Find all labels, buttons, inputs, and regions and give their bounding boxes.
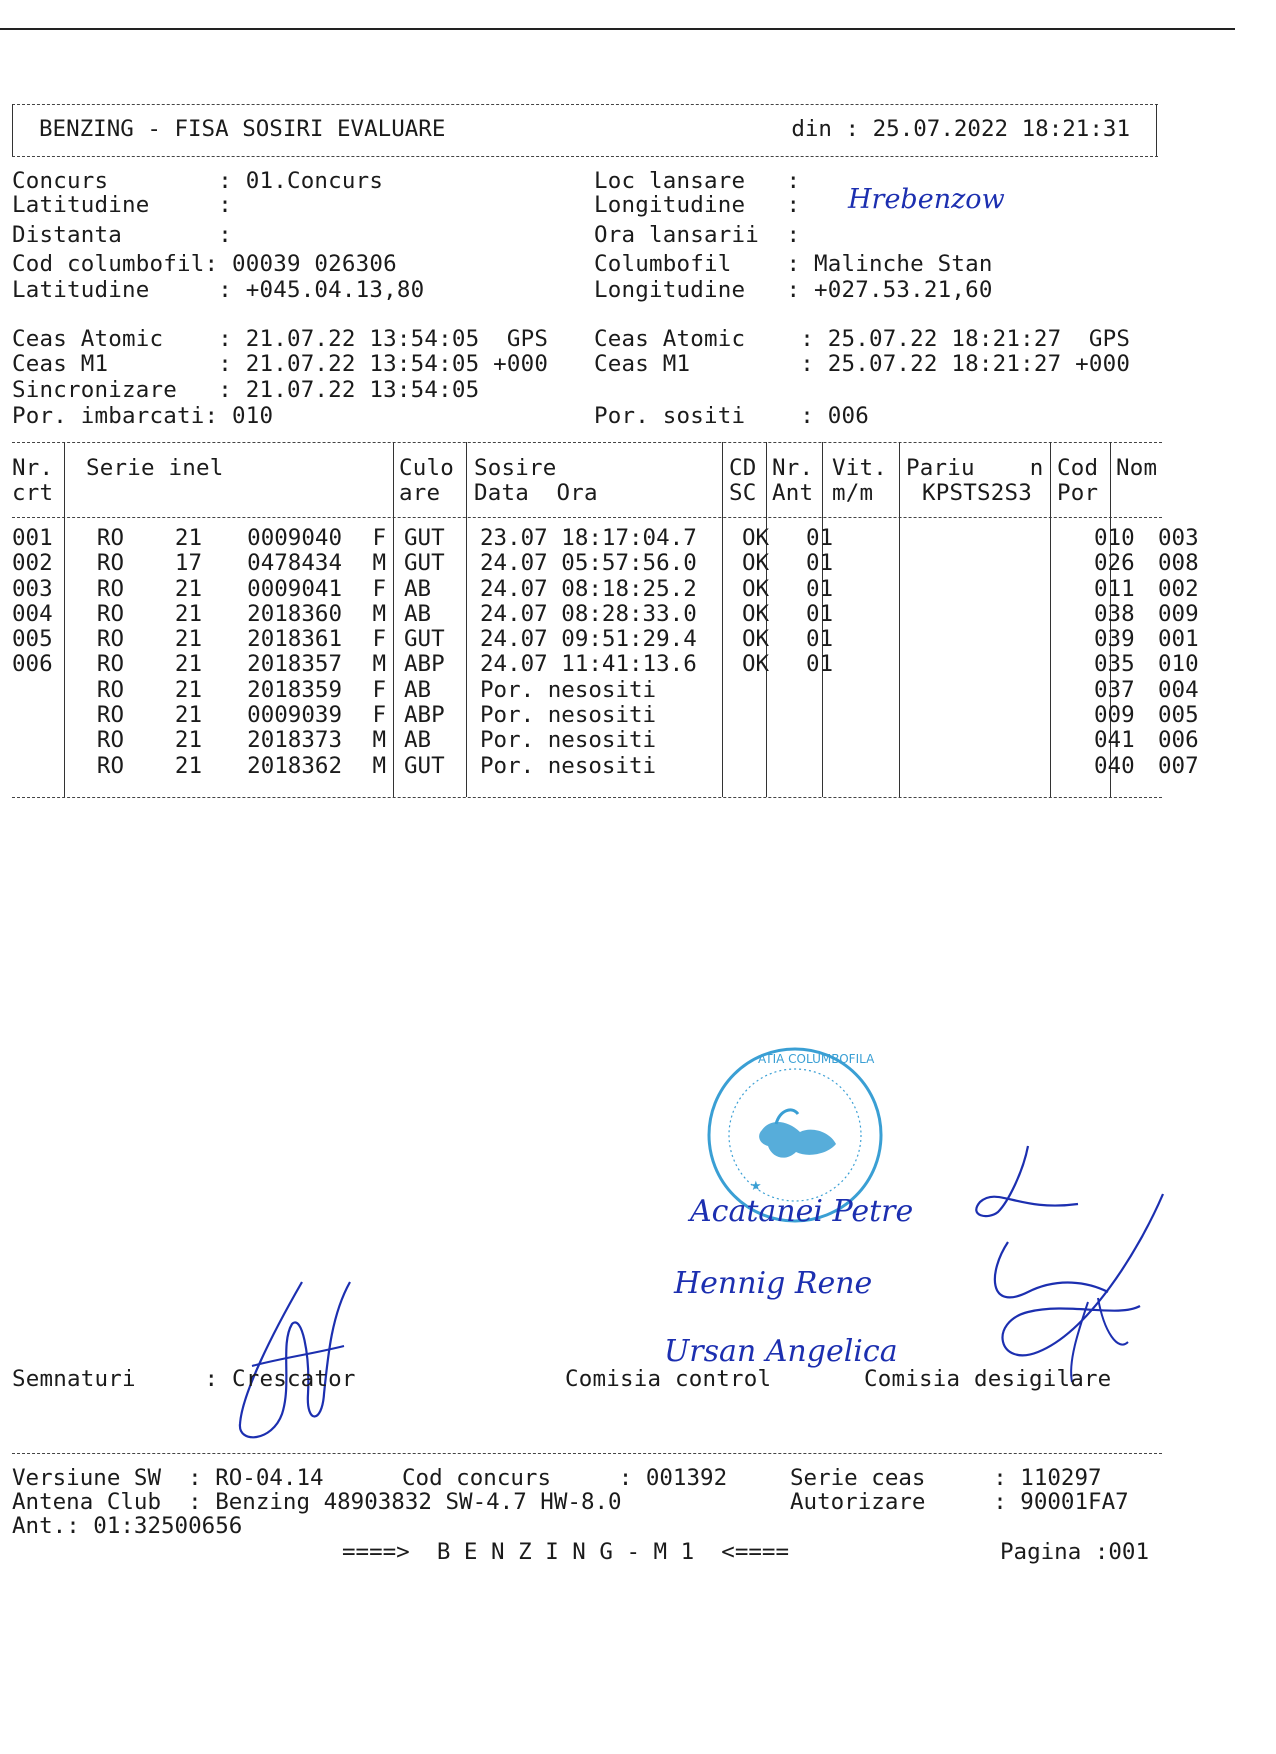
cell-cd — [736, 754, 786, 779]
cell-cd — [736, 703, 786, 728]
ring-tara: RO — [96, 727, 124, 754]
ring-an: 21 — [174, 600, 202, 627]
cell-nr: 001 — [12, 525, 53, 551]
cell-ant — [786, 703, 862, 728]
cell-vit — [862, 551, 938, 576]
cell-cod: 011 — [1094, 575, 1135, 602]
ring-an: 17 — [174, 550, 202, 577]
cell-cod: 009 — [1094, 702, 1135, 729]
cell-serie — [58, 627, 398, 652]
cell-pariu — [938, 577, 1088, 602]
cell-pariu — [938, 703, 1088, 728]
cell-nr — [12, 678, 58, 703]
table-bottom-rule — [12, 797, 1162, 798]
ring-tara: RO — [96, 651, 124, 678]
ring-tara: RO — [96, 600, 124, 627]
th-crt: crt — [12, 480, 54, 506]
footer-pagina: Pagina :001 — [1000, 1539, 1150, 1565]
cell-pariu — [938, 551, 1088, 576]
loc-lansare-line: Loc lansare : — [594, 168, 814, 194]
footer-cod-concurs: Cod concurs : 001392 — [402, 1465, 728, 1491]
cell-serie — [58, 602, 398, 627]
ring-numar: 2018361 — [247, 626, 342, 653]
cell-cod: 026 — [1094, 550, 1135, 577]
cell-nr: 004 — [12, 600, 53, 627]
cell-pariu — [938, 678, 1088, 703]
table-row — [12, 627, 1208, 652]
cell-culoare: AB — [404, 575, 432, 602]
ring-sex: F — [372, 525, 386, 551]
footer-rule — [12, 1453, 1162, 1454]
ring-an: 21 — [174, 702, 202, 729]
ring-numar: 2018373 — [247, 727, 342, 754]
cell-serie — [58, 754, 398, 779]
table-top-rule — [12, 442, 1162, 443]
th-vit-2: m/m — [832, 480, 874, 506]
cell-nom: 005 — [1158, 702, 1199, 729]
ring-tara: RO — [96, 550, 124, 577]
latitudine2-line: Latitudine : +045.04.13,80 — [12, 277, 425, 303]
ring-sex: M — [372, 651, 386, 678]
th-nr-ant: Nr. — [772, 455, 814, 481]
cell-ant: 01 — [806, 651, 834, 678]
th-culoare-2: are — [399, 480, 441, 506]
cell-nom: 006 — [1158, 727, 1199, 754]
sositi-line: Por. sositi : 006 — [594, 403, 869, 429]
cell-nr: 005 — [12, 626, 53, 653]
cell-sosire: 23.07 18:17:04.7 — [480, 525, 697, 551]
cell-vit — [862, 754, 938, 779]
ring-an: 21 — [174, 676, 202, 703]
ring-tara: RO — [96, 702, 124, 729]
th-culoare: Culo — [399, 455, 454, 481]
cell-sosire: 24.07 09:51:29.4 — [480, 626, 697, 653]
handwritten-name-1: Acatanei Petre — [690, 1194, 914, 1229]
cell-culoare: ABP — [404, 651, 445, 678]
cell-serie — [58, 652, 398, 677]
ring-numar: 0009040 — [247, 525, 342, 551]
ring-tara: RO — [96, 752, 124, 779]
table-row — [12, 678, 1208, 703]
cell-serie — [58, 526, 398, 551]
cell-serie — [58, 551, 398, 576]
cell-serie — [58, 678, 398, 703]
header-box — [12, 104, 1157, 156]
table-row — [12, 754, 1208, 779]
cell-nom: 004 — [1158, 676, 1199, 703]
cell-cd — [736, 678, 786, 703]
cell-cod: 040 — [1094, 752, 1135, 779]
ring-tara: RO — [96, 525, 124, 551]
longitudine-line: Longitudine : — [594, 192, 801, 218]
latitudine-line: Latitudine : — [12, 192, 246, 218]
table-row — [12, 728, 1208, 753]
table-row — [12, 602, 1208, 627]
cell-vit — [862, 678, 938, 703]
cell-culoare: GUT — [404, 626, 445, 653]
th-sc: SC — [729, 480, 757, 506]
footer-antena: Antena Club : Benzing 48903832 SW-4.7 HW-8.0 — [12, 1489, 622, 1515]
columbofil-line: Columbofil : Malinche Stan — [594, 251, 993, 277]
ring-an: 21 — [174, 575, 202, 602]
cell-sosire: 24.07 08:28:33.0 — [480, 600, 697, 627]
ring-sex: M — [372, 752, 386, 779]
cell-ant — [786, 754, 862, 779]
ring-an: 21 — [174, 752, 202, 779]
footer-autorizare: Autorizare : 90001FA7 — [790, 1489, 1129, 1515]
ring-tara: RO — [96, 676, 124, 703]
distanta-line: Distanta : — [12, 222, 246, 248]
cell-vit — [862, 577, 938, 602]
top-rule — [0, 28, 1235, 30]
ceas-m1-end: Ceas M1 : 25.07.22 18:21:27 +000 — [594, 351, 1131, 377]
th-cod: Cod — [1057, 455, 1099, 481]
cell-sosire: 24.07 08:18:25.2 — [480, 575, 697, 602]
ceas-m1-start: Ceas M1 : 21.07.22 13:54:05 +000 — [12, 351, 549, 377]
cod-columbofil-line: Cod columbofil: 00039 026306 — [12, 251, 397, 277]
cell-culoare: GUT — [404, 525, 445, 551]
cell-nom: 009 — [1158, 600, 1199, 627]
cell-cd: OK — [742, 600, 770, 627]
ring-an: 21 — [174, 626, 202, 653]
table-row — [12, 577, 1208, 602]
ring-numar: 0009039 — [247, 702, 342, 729]
cell-cod: 010 — [1094, 525, 1135, 551]
imbarcati-line: Por. imbarcati: 010 — [12, 403, 274, 429]
handwritten-release-place: Hrebenzow — [848, 184, 1005, 215]
stamp-text: ATIA COLUMBOFILA — [758, 1052, 875, 1066]
cell-cod: 035 — [1094, 651, 1135, 678]
th-vit: Vit. — [832, 455, 887, 481]
th-nr: Nr. — [12, 455, 54, 481]
ora-lansarii-line: Ora lansarii : — [594, 222, 814, 248]
cell-vit — [862, 602, 938, 627]
concurs-line: Concurs : 01.Concurs — [12, 168, 384, 194]
th-pariu-2: KPSTS2S3 — [922, 480, 1032, 506]
table-row — [12, 551, 1208, 576]
cell-cd: OK — [742, 525, 770, 551]
th-por: Por — [1057, 480, 1099, 506]
cell-pariu — [938, 526, 1088, 551]
cell-vit — [862, 627, 938, 652]
cell-ant: 01 — [806, 626, 834, 653]
cell-nom: 010 — [1158, 651, 1199, 678]
cell-cd: OK — [742, 651, 770, 678]
comisia-desigilare-label: Comisia desigilare — [864, 1366, 1112, 1392]
cell-culoare: AB — [404, 600, 432, 627]
footer-banner: ====> B E N Z I N G - M 1 <==== — [342, 1539, 790, 1565]
table-row — [12, 703, 1208, 728]
th-pariu: Pariu n — [906, 455, 1044, 481]
cell-vit — [862, 728, 938, 753]
longitudine2-line: Longitudine : +027.53.21,60 — [594, 277, 993, 303]
ring-sex: F — [372, 676, 386, 703]
footer-serie-ceas: Serie ceas : 110297 — [790, 1465, 1102, 1491]
cell-pariu — [938, 627, 1088, 652]
cell-nr: 006 — [12, 651, 53, 678]
ring-tara: RO — [96, 626, 124, 653]
ring-sex: M — [372, 727, 386, 754]
cell-cd — [736, 728, 786, 753]
cell-nr: 003 — [12, 575, 53, 602]
committee-signatures-icon — [968, 1142, 1168, 1392]
cell-culoare: GUT — [404, 752, 445, 779]
document-date: din : 25.07.2022 18:21:31 — [791, 116, 1130, 142]
cell-ant — [786, 728, 862, 753]
cell-ant — [786, 678, 862, 703]
cell-pariu — [938, 728, 1088, 753]
cell-vit — [862, 652, 938, 677]
cell-serie — [58, 577, 398, 602]
ring-tara: RO — [96, 575, 124, 602]
stamp-star-icon: ★ — [750, 1179, 762, 1194]
cell-vit — [862, 703, 938, 728]
cell-sosire: Por. nesositi — [480, 727, 657, 754]
ceas-atomic-end: Ceas Atomic : 25.07.22 18:21:27 GPS — [594, 326, 1131, 352]
cell-nr — [12, 754, 58, 779]
cell-serie — [58, 728, 398, 753]
header-bottom-rule — [12, 156, 1158, 157]
ring-sex: F — [372, 575, 386, 602]
cell-nom: 007 — [1158, 752, 1199, 779]
cell-culoare: AB — [404, 676, 432, 703]
ring-an: 21 — [174, 651, 202, 678]
comisia-control-label: Comisia control — [565, 1366, 772, 1392]
table-row — [12, 526, 1208, 551]
th-cd: CD — [729, 455, 757, 481]
cell-nr — [12, 703, 58, 728]
handwritten-name-3: Ursan Angelica — [664, 1334, 898, 1369]
th-sosire: Sosire — [474, 455, 557, 481]
cell-nom: 008 — [1158, 550, 1199, 577]
th-nom: Nom — [1116, 455, 1158, 481]
cell-culoare: GUT — [404, 550, 445, 577]
cell-cod: 041 — [1094, 727, 1135, 754]
cell-pariu — [938, 652, 1088, 677]
cell-culoare: AB — [404, 727, 432, 754]
results-table — [12, 526, 1208, 779]
cell-cod: 038 — [1094, 600, 1135, 627]
cell-pariu — [938, 602, 1088, 627]
ring-sex: F — [372, 626, 386, 653]
cell-sosire: Por. nesositi — [480, 752, 657, 779]
cell-pariu — [938, 754, 1088, 779]
table-header-rule — [12, 517, 1162, 518]
ceas-atomic-start: Ceas Atomic : 21.07.22 13:54:05 GPS — [12, 326, 549, 352]
cell-vit — [862, 526, 938, 551]
ring-sex: F — [372, 702, 386, 729]
sincronizare-line: Sincronizare : 21.07.22 13:54:05 — [12, 377, 480, 403]
cell-nom: 002 — [1158, 575, 1199, 602]
ring-numar: 2018359 — [247, 676, 342, 703]
ring-sex: M — [372, 600, 386, 627]
cell-sosire: 24.07 11:41:13.6 — [480, 651, 697, 678]
signature-line: Semnaturi : Crescator — [12, 1366, 356, 1392]
cell-sosire: Por. nesositi — [480, 702, 657, 729]
cell-ant: 01 — [806, 550, 834, 577]
crescator-signature-icon — [232, 1274, 362, 1444]
cell-cd: OK — [742, 575, 770, 602]
cell-sosire: 24.07 05:57:56.0 — [480, 550, 697, 577]
table-row — [12, 652, 1208, 677]
ring-an: 21 — [174, 525, 202, 551]
ring-numar: 0478434 — [247, 550, 342, 577]
cell-ant: 01 — [806, 575, 834, 602]
cell-cod: 037 — [1094, 676, 1135, 703]
ring-an: 21 — [174, 727, 202, 754]
cell-cd: OK — [742, 626, 770, 653]
th-ant: Ant — [772, 480, 814, 506]
ring-numar: 0009041 — [247, 575, 342, 602]
th-serie: Serie inel — [86, 455, 224, 481]
footer-versiune: Versiune SW : RO-04.14 — [12, 1465, 324, 1491]
cell-nom: 003 — [1158, 525, 1199, 551]
cell-cod: 039 — [1094, 626, 1135, 653]
footer-ant: Ant.: 01:32500656 — [12, 1513, 243, 1539]
cell-serie — [58, 703, 398, 728]
cell-nom: 001 — [1158, 626, 1199, 653]
cell-cd: OK — [742, 550, 770, 577]
th-sosire-2: Data Ora — [474, 480, 598, 506]
ring-numar: 2018362 — [247, 752, 342, 779]
cell-culoare: ABP — [404, 702, 445, 729]
handwritten-name-2: Hennig Rene — [674, 1266, 873, 1301]
cell-nr: 002 — [12, 550, 53, 577]
cell-sosire: Por. nesositi — [480, 676, 657, 703]
document-title: BENZING - FISA SOSIRI EVALUARE — [39, 116, 446, 142]
cell-nr — [12, 728, 58, 753]
cell-ant: 01 — [806, 525, 834, 551]
cell-ant: 01 — [806, 600, 834, 627]
ring-numar: 2018357 — [247, 651, 342, 678]
ring-sex: M — [372, 550, 386, 577]
ring-numar: 2018360 — [247, 600, 342, 627]
